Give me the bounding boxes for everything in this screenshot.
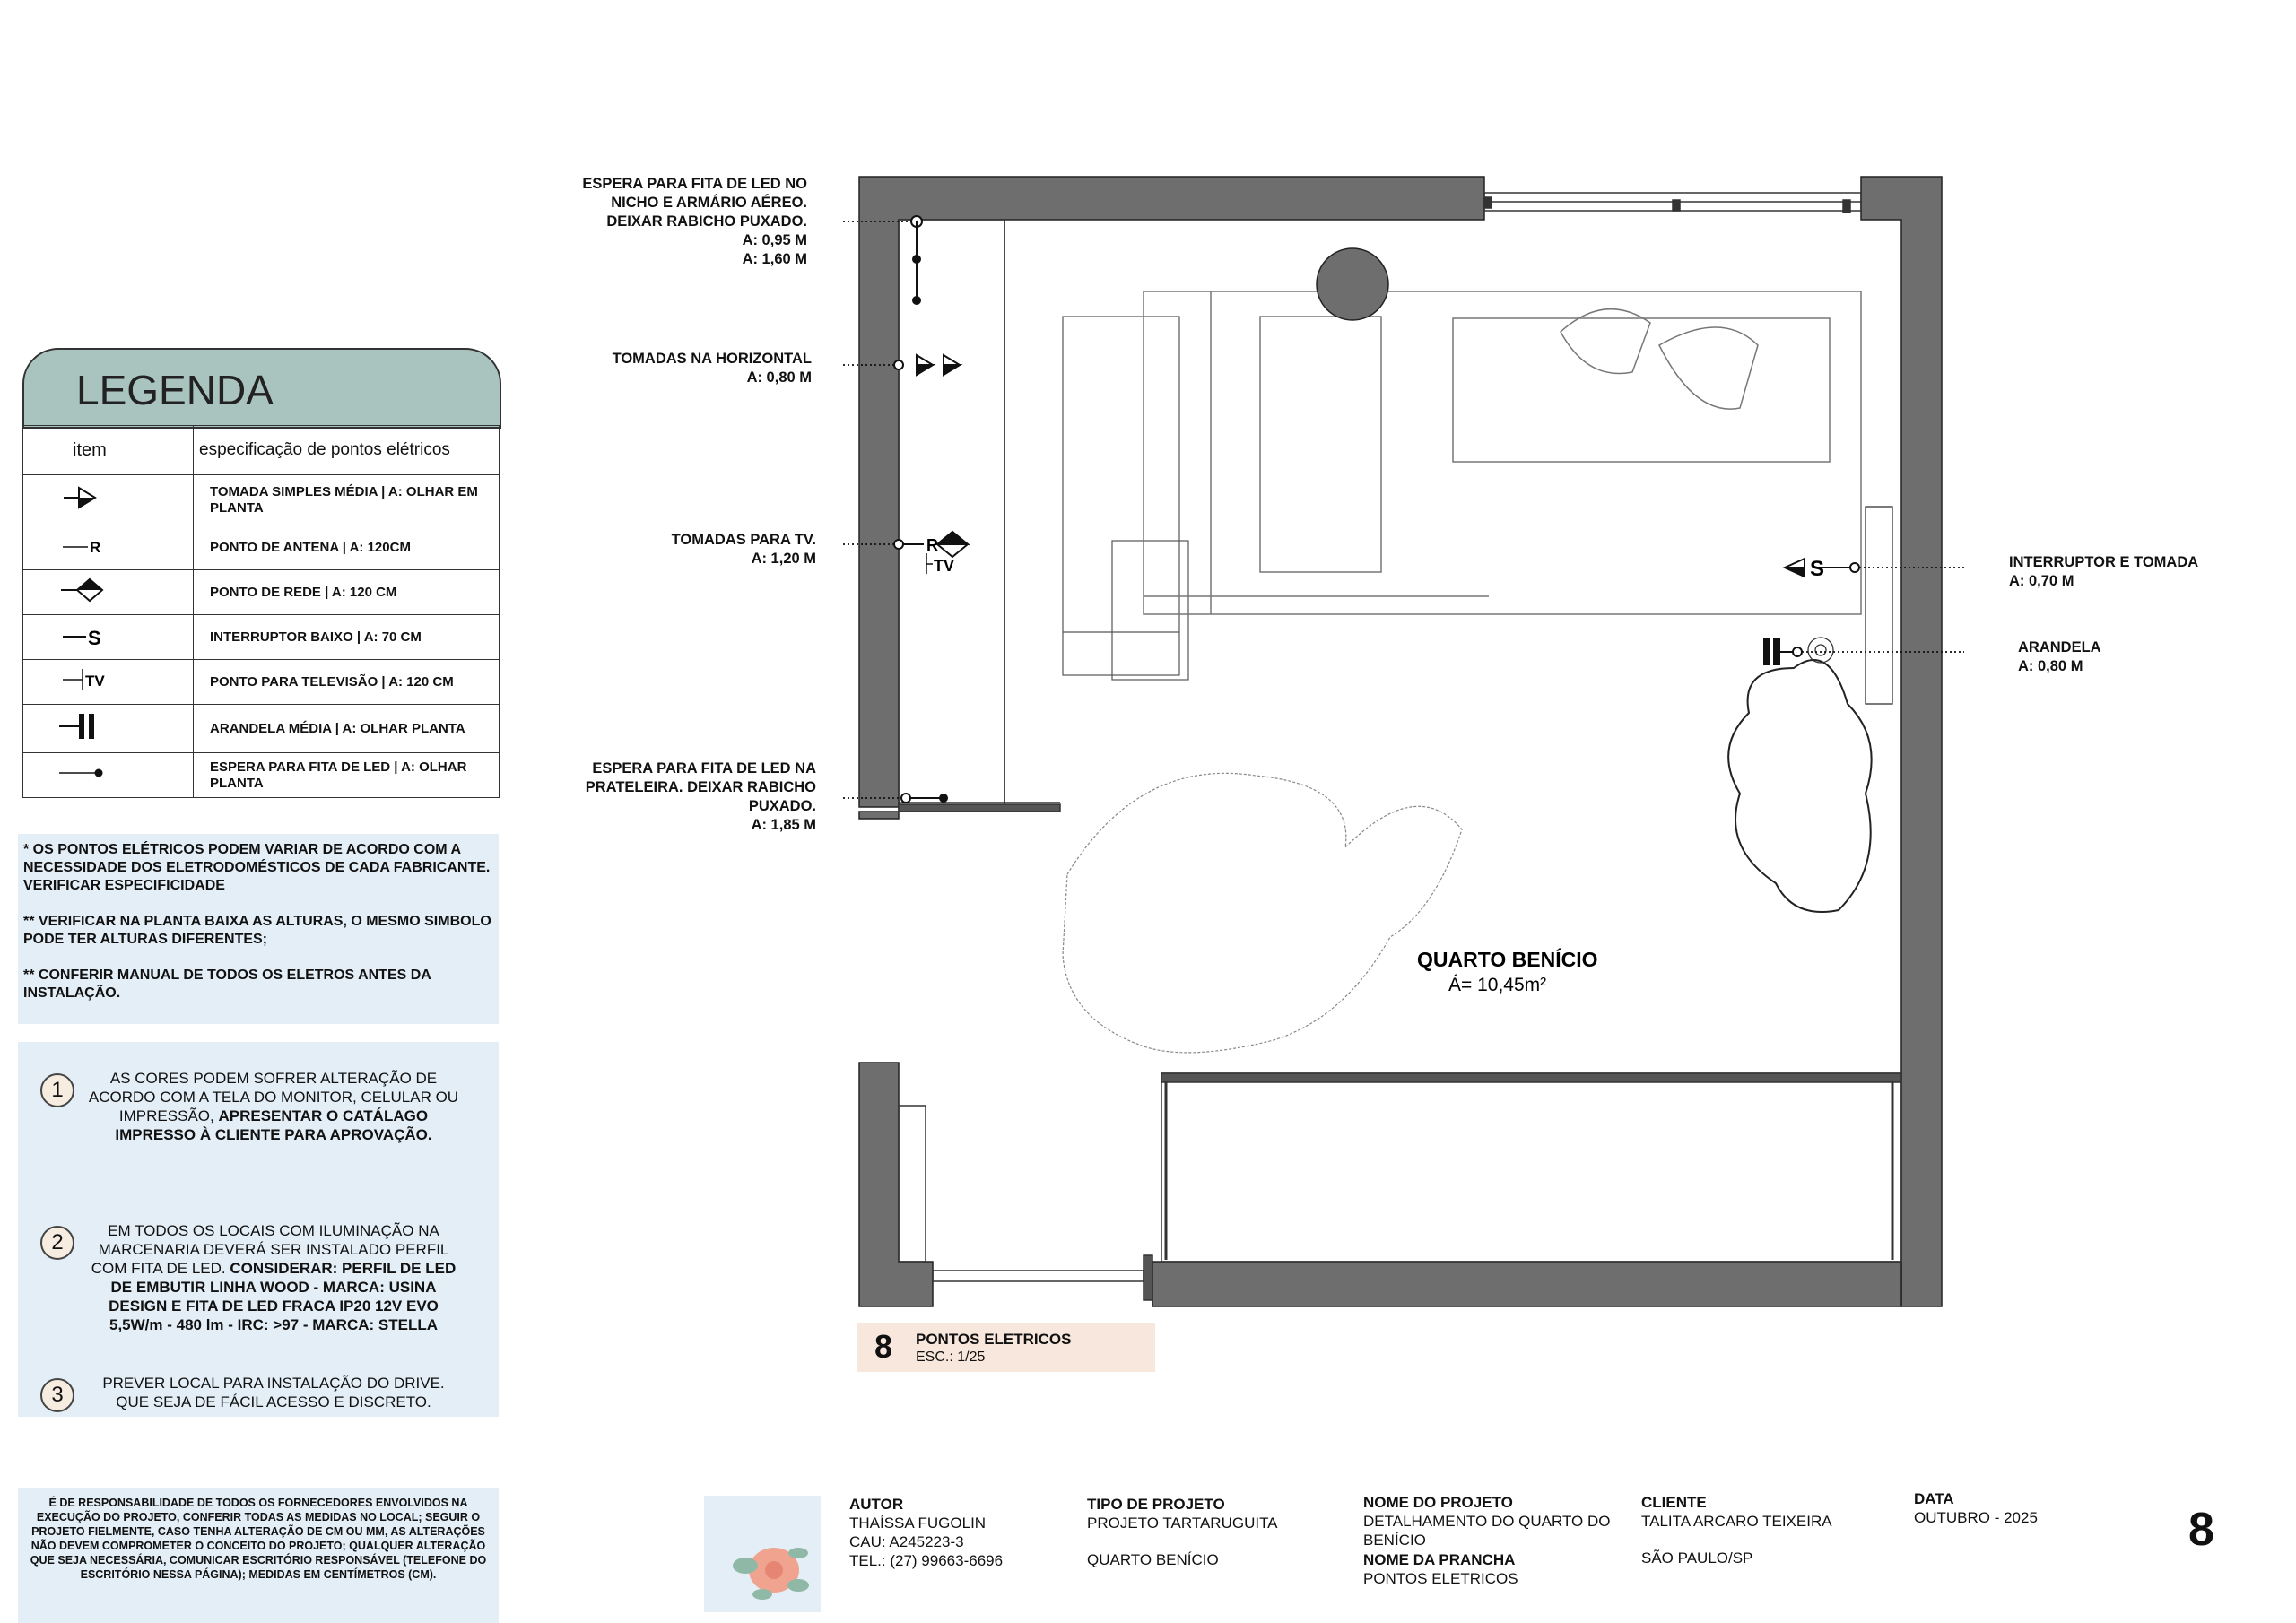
annotation-led-niche bbox=[466, 175, 807, 269]
project-name-value: DETALHAMENTO DO QUARTO DO BENÍCIO bbox=[1363, 1513, 1611, 1549]
annotation-line: PUXADO. bbox=[748, 798, 816, 814]
annotation-line: A: 1,20 M bbox=[751, 551, 816, 567]
wardrobe bbox=[899, 220, 1060, 812]
plush-toy bbox=[1728, 660, 1872, 912]
client-city: SÃO PAULO/SP bbox=[1641, 1549, 1753, 1567]
led-shelf-point-icon bbox=[901, 794, 947, 803]
door bbox=[899, 1106, 1152, 1300]
note-number-badge: 3 bbox=[40, 1378, 74, 1412]
numbered-note-text: EM TODOS OS LOCAIS COM ILUMINAÇÃO NA MARCENARIA DEVERÁ SER INSTALADO PERFIL COM FITA DE LED. bbox=[91, 1222, 449, 1277]
room-name: QUARTO BENÍCIO bbox=[1417, 948, 1598, 971]
legend-row-text: ESPERA PARA FITA DE LED | A: OLHAR PLANTA bbox=[194, 753, 500, 798]
date-block bbox=[1914, 1490, 2038, 1527]
project-type-block bbox=[1087, 1496, 1278, 1569]
annotation-switch-outlet bbox=[2009, 553, 2278, 591]
numbered-note-text: AS CORES PODEM SOFRER ALTERAÇÃO DE ACORDO COM A TELA DO MONITOR, CELULAR OU IMPRESSÃO, bbox=[88, 1070, 459, 1124]
responsibility-note-text: É DE RESPONSABILIDADE DE TODOS OS FORNECEDORES ENVOLVIDOS NA EXECUÇÃO DO PROJETO, CONFERIR TODAS AS MEDIDAS NO LOCAL; SEGUIR O PROJETO FIELMENTE, CASO TENHA ALTERAÇÃO DE CM OU MM, AS ALTERAÇÕES NÃO DEVEM COMPROMETER O CONCEITO DO PROJETO; QUALQUER ALTERAÇÃO QUE SEJA NECESSÁRIA, COMUNICAR ESCRITÓRIO RESPONSÁVEL (TELEFONE DO ESCRITÓRIO NESSA PÁGINA); MEDIDAS EM CENTÍMETROS (CM). bbox=[30, 1497, 487, 1581]
wall-sconce-icon bbox=[1764, 639, 1802, 664]
annotation-line: TOMADAS NA HORIZONTAL bbox=[612, 351, 812, 367]
legend-row-text: ARANDELA MÉDIA | A: OLHAR PLANTA bbox=[194, 705, 500, 753]
switch-label: S bbox=[1810, 557, 1825, 581]
project-type-room: QUARTO BENÍCIO bbox=[1087, 1551, 1219, 1568]
author-block bbox=[849, 1496, 1003, 1570]
bed bbox=[1144, 291, 1861, 614]
tv-point-icon bbox=[23, 660, 194, 705]
annotation-line: TOMADAS PARA TV. bbox=[671, 532, 816, 548]
svg-text:TV: TV bbox=[85, 673, 105, 690]
annotation-line: ESPERA PARA FITA DE LED NA bbox=[592, 760, 816, 777]
note-text: ** VERIFICAR NA PLANTA BAIXA AS ALTURAS, O MESMO SIMBOLO PODE TER ALTURAS DIFERENTES; bbox=[23, 914, 491, 947]
wall-sconce-icon bbox=[23, 705, 194, 753]
drawing-title-block bbox=[857, 1323, 1155, 1372]
project-type-label: TIPO DE PROJETO bbox=[1087, 1496, 1225, 1513]
annotation-line: A: 1,85 M bbox=[751, 817, 816, 833]
legend-row-text: INTERRUPTOR BAIXO | A: 70 CM bbox=[194, 615, 500, 660]
author-name: THAÍSSA FUGOLIN bbox=[849, 1515, 987, 1532]
drawing-title: PONTOS ELETRICOS bbox=[916, 1331, 1072, 1348]
annotation-line: A: 0,80 M bbox=[2018, 658, 2083, 674]
network-diamond-icon bbox=[23, 570, 194, 615]
note-text: * OS PONTOS ELÉTRICOS PODEM VARIAR DE ACORDO COM A NECESSIDADE DOS ELETRODOMÉSTICOS DE CADA FABRICANTE. VERIFICAR ESPECIFICIDADE bbox=[23, 842, 491, 893]
project-name-block bbox=[1363, 1494, 1614, 1588]
round-lamp bbox=[1317, 248, 1388, 320]
annotation-line: NICHO E ARMÁRIO AÉREO. bbox=[611, 195, 807, 211]
client-block bbox=[1641, 1494, 1832, 1567]
author-cau: CAU: A245223-3 bbox=[849, 1533, 964, 1550]
date-value: OUTUBRO - 2025 bbox=[1914, 1509, 2038, 1526]
general-notes bbox=[18, 834, 499, 1024]
sheet-name-label: NOME DA PRANCHA bbox=[1363, 1551, 1516, 1568]
bottom-cabinet bbox=[1161, 1073, 1901, 1262]
legend-title: LEGENDA bbox=[76, 367, 274, 413]
sheet-number: 8 bbox=[2188, 1504, 2214, 1556]
client-name: TALITA ARCARO TEIXEIRA bbox=[1641, 1513, 1832, 1530]
note-text: ** CONFERIR MANUAL DE TODOS OS ELETROS ANTES DA INSTALAÇÃO. bbox=[23, 968, 431, 1001]
annotation-led-shelf bbox=[466, 759, 816, 835]
leader-lines bbox=[843, 221, 1964, 798]
numbered-note-bold: CONSIDERAR: PERFIL DE LED DE EMBUTIR LINHA WOOD - MARCA: USINA DESIGN E FITA DE LED FRACA IP20 12V EVO 5,5W/m - 480 lm - IRC: >97 - MARCA: STELLA bbox=[109, 1260, 457, 1333]
desk bbox=[1063, 317, 1188, 680]
antenna-label: R bbox=[926, 536, 938, 554]
numbered-note bbox=[85, 1374, 462, 1411]
annotation-line: PRATELEIRA. DEIXAR RABICHO bbox=[585, 779, 816, 795]
numbered-notes bbox=[18, 1042, 499, 1417]
annotation-line: INTERRUPTOR E TOMADA bbox=[2009, 554, 2199, 570]
legend-row-text: PONTO PARA TELEVISÃO | A: 120 CM bbox=[194, 660, 500, 705]
client-label: CLIENTE bbox=[1641, 1494, 1707, 1511]
annotation-tv-outlets bbox=[466, 531, 816, 568]
outlet-triangle-icon bbox=[894, 355, 960, 375]
cloud-rug bbox=[1063, 773, 1462, 1053]
wall-devices bbox=[1808, 507, 1892, 704]
annotation-line: A: 0,95 M bbox=[742, 232, 807, 248]
annotation-line: DEIXAR RABICHO PUXADO. bbox=[606, 213, 807, 230]
annotation-line: ESPERA PARA FITA DE LED NO bbox=[582, 176, 807, 192]
project-type-value: PROJETO TARTARUGUITA bbox=[1087, 1515, 1278, 1532]
author-phone: TEL.: (27) 99663-6696 bbox=[849, 1552, 1004, 1569]
responsibility-note bbox=[18, 1488, 499, 1623]
studio-logo bbox=[704, 1496, 821, 1612]
walls bbox=[859, 177, 1942, 1306]
svg-text:S: S bbox=[88, 627, 101, 649]
tv-label: TV bbox=[934, 557, 955, 575]
annotation-line: A: 1,60 M bbox=[742, 251, 807, 267]
floor-plan bbox=[843, 166, 1964, 1323]
switch-icon bbox=[23, 615, 194, 660]
annotation-line: ARANDELA bbox=[2018, 639, 2101, 655]
room-area: Á= 10,45m² bbox=[1448, 975, 1547, 995]
led-strip-point-icon bbox=[911, 216, 922, 304]
note-number-badge: 2 bbox=[40, 1226, 74, 1260]
sheet-name-value: PONTOS ELETRICOS bbox=[1363, 1570, 1518, 1587]
legend-header bbox=[22, 348, 501, 429]
antenna-icon bbox=[23, 525, 194, 570]
project-name-label: NOME DO PROJETO bbox=[1363, 1494, 1513, 1511]
annotation-line: A: 0,70 M bbox=[2009, 573, 2074, 589]
numbered-note bbox=[85, 1221, 462, 1334]
legend-col-item: item bbox=[23, 426, 194, 475]
drawing-number: 8 bbox=[874, 1328, 893, 1365]
numbered-note-bold: APRESENTAR O CATÁLAGO IMPRESSO À CLIENTE PARA APROVAÇÃO. bbox=[115, 1107, 432, 1143]
legend-col-spec: especificação de pontos elétricos bbox=[194, 426, 500, 475]
date-label: DATA bbox=[1914, 1490, 1954, 1507]
svg-text:R: R bbox=[90, 539, 101, 556]
window bbox=[1484, 193, 1861, 213]
annotation-line: A: 0,80 M bbox=[746, 369, 812, 386]
legend-row-text: PONTO DE ANTENA | A: 120CM bbox=[194, 525, 500, 570]
legend-table bbox=[22, 425, 500, 798]
legend-row-text: TOMADA SIMPLES MÉDIA | A: OLHAR EM PLANTA bbox=[194, 475, 500, 525]
note-number-badge: 1 bbox=[40, 1073, 74, 1107]
drawing-scale: ESC.: 1/25 bbox=[916, 1350, 986, 1365]
numbered-note-text: PREVER LOCAL PARA INSTALAÇÃO DO DRIVE. QUE SEJA DE FÁCIL ACESSO E DISCRETO. bbox=[102, 1375, 445, 1410]
author-label: AUTOR bbox=[849, 1496, 904, 1513]
led-strip-point-icon bbox=[23, 753, 194, 798]
outlet-triangle-icon bbox=[23, 475, 194, 525]
legend-row-text: PONTO DE REDE | A: 120 CM bbox=[194, 570, 500, 615]
annotation-outlets-horizontal bbox=[466, 350, 812, 387]
annotation-sconce bbox=[2018, 638, 2197, 676]
numbered-note bbox=[85, 1069, 462, 1144]
